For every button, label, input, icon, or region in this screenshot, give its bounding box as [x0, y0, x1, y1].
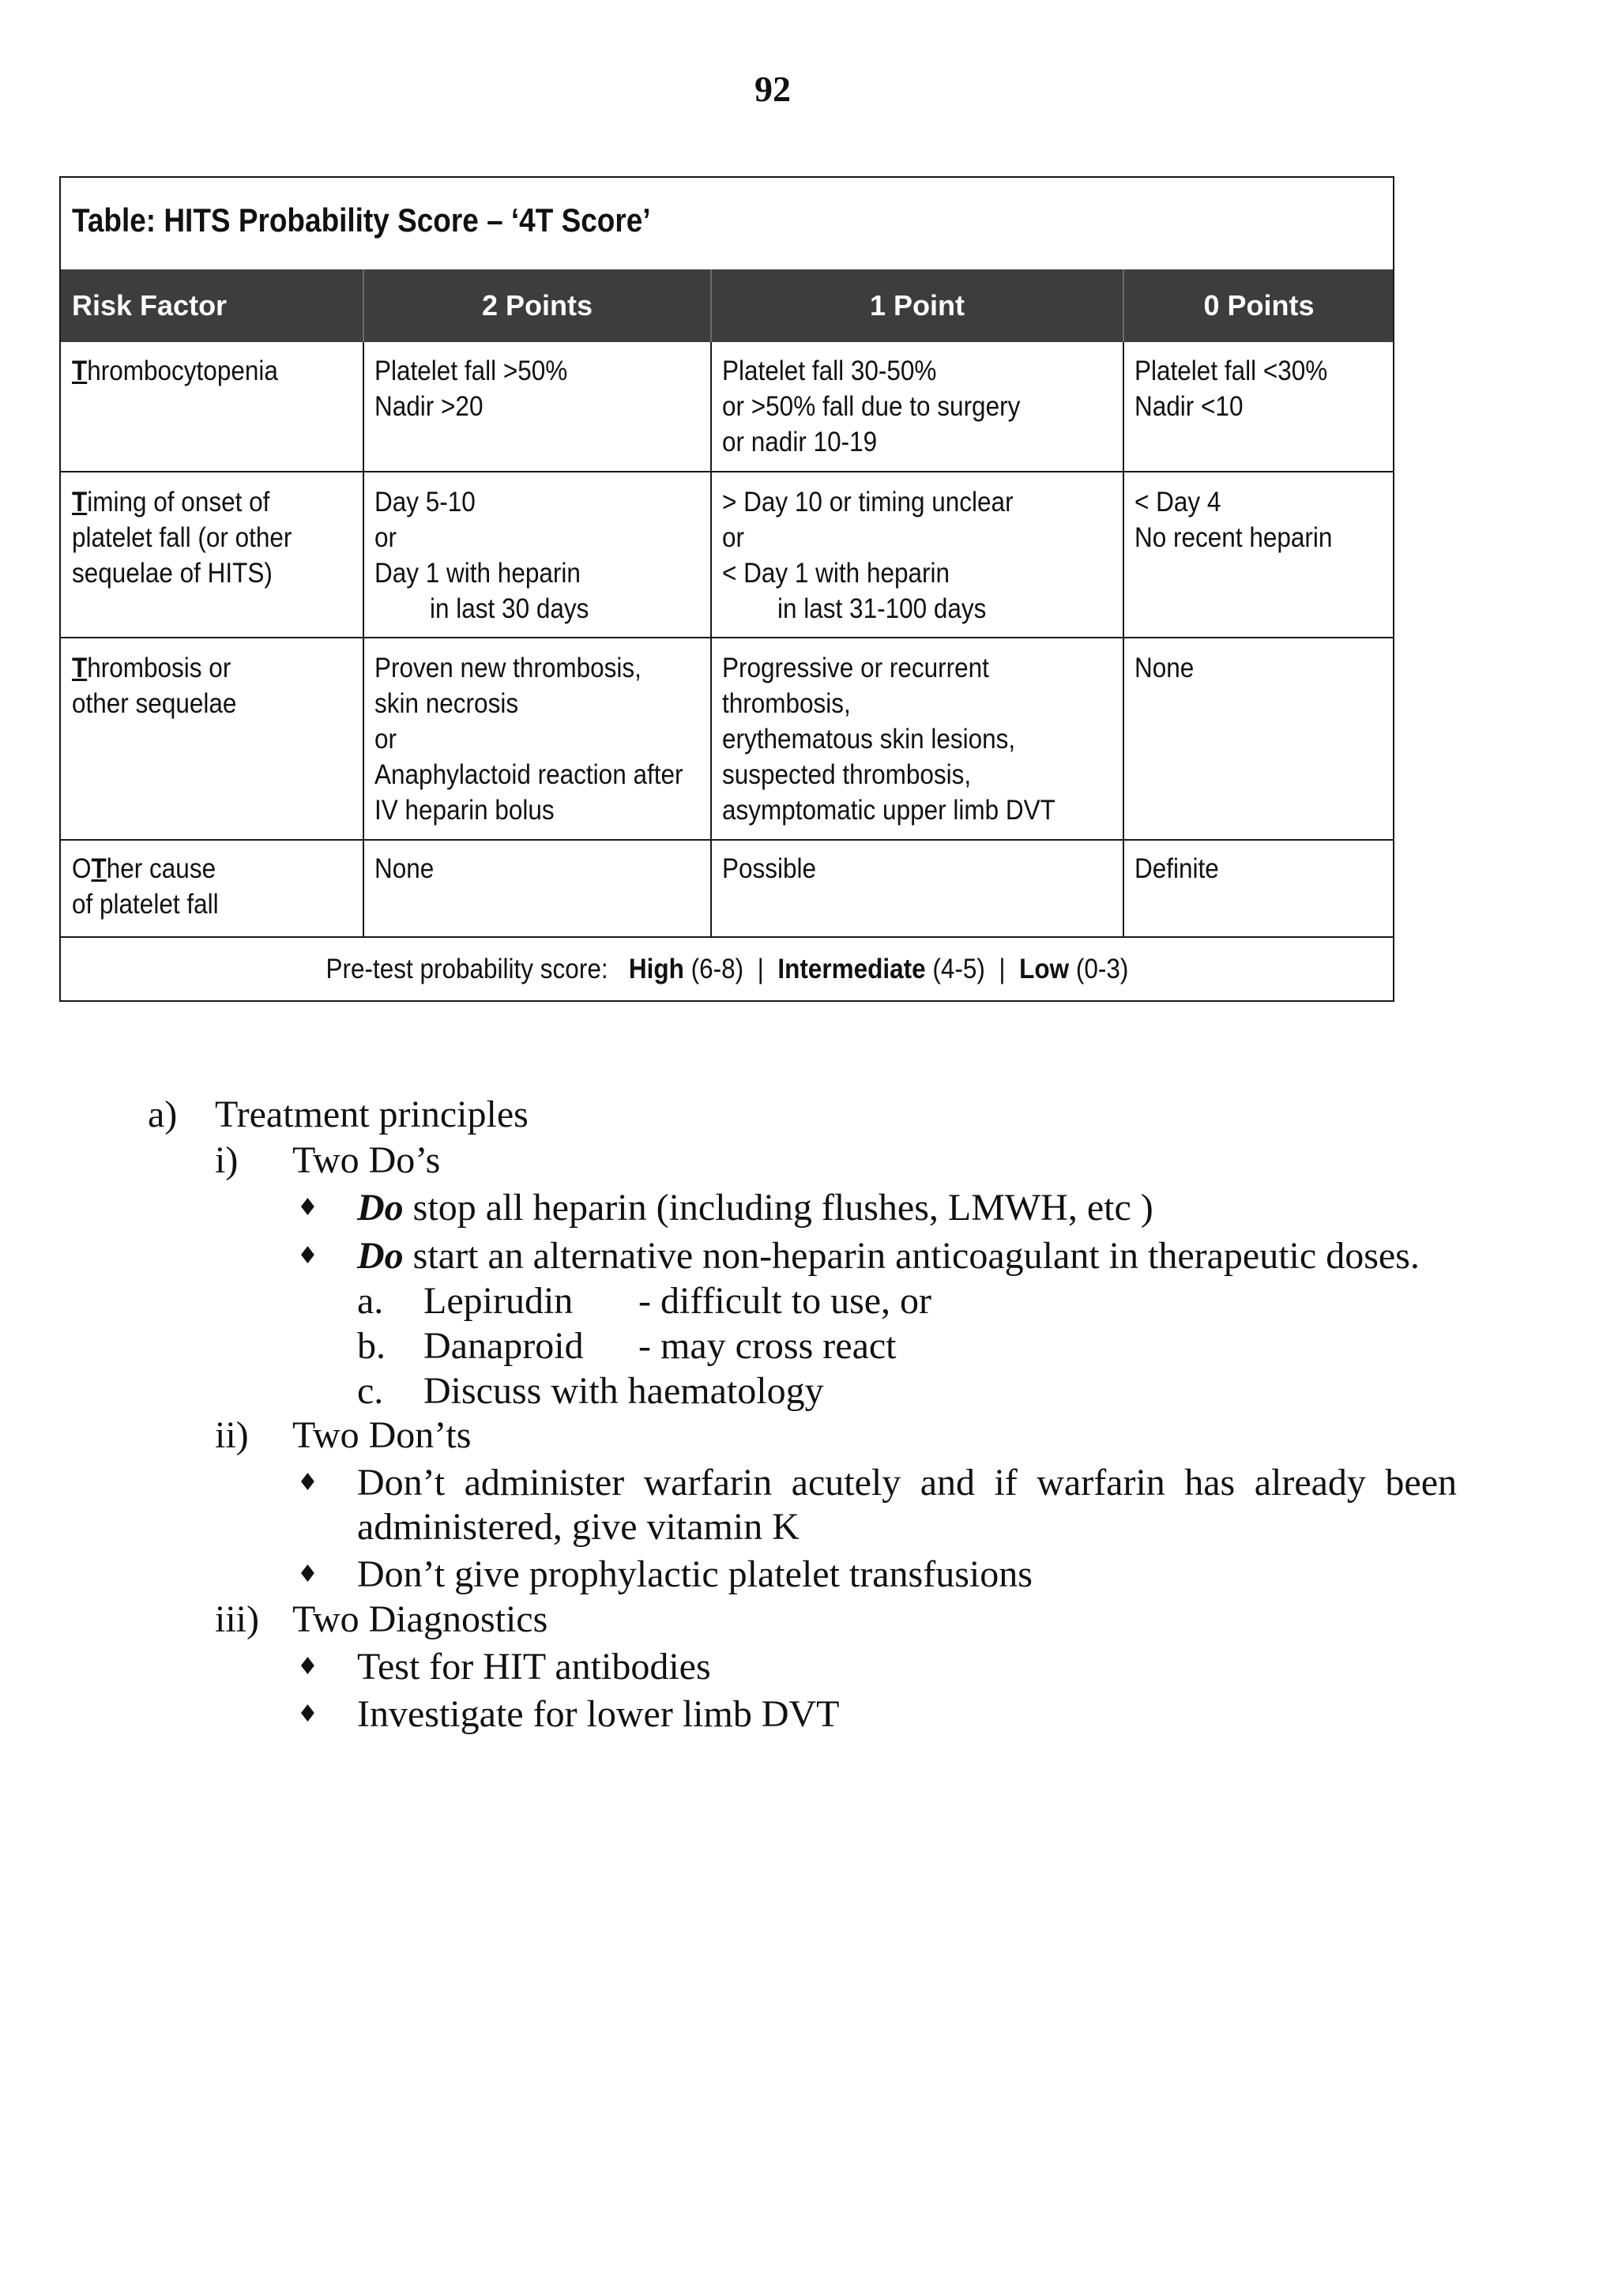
thrombosis-0-points: None [1134, 653, 1195, 683]
risk-factor-timing: Timing of onset of platelet fall (or other sequelae of HITS) [72, 487, 292, 589]
timing-1-point: > Day 10 or timing unclear or < Day 1 with heparin in last 31-100 days [722, 487, 1014, 624]
risk-factor-thrombosis: Thrombosis or other sequelae [72, 653, 237, 719]
list-item: Investigate for lower limb DVT [357, 1693, 840, 1735]
list-item: Don’t administer warfarin acutely and if warfarin has already been [357, 1462, 1457, 1504]
diamond-bullet-icon: ♦ [297, 1194, 318, 1221]
divider [710, 269, 712, 342]
list-item-note: - may cross react [638, 1325, 897, 1367]
header-risk-factor: Risk Factor [72, 289, 228, 322]
score-high-range: (6-8) [690, 954, 743, 984]
diamond-bullet-icon: ♦ [297, 1653, 318, 1681]
score-intermediate-label: Intermediate [777, 954, 926, 984]
score-intermediate-range: (4-5) [931, 954, 985, 984]
page-number: 92 [754, 69, 791, 109]
other-cause-0-points: Definite [1134, 853, 1219, 884]
section-title: Two Diagnostics [292, 1598, 548, 1640]
table-title: Table: HITS Probability Score – ‘4T Score’ [72, 201, 651, 239]
list-item: Test for HIT antibodies [357, 1646, 711, 1688]
separator: | [757, 954, 764, 984]
risk-factor-other-cause: OTher cause of platelet fall [72, 853, 219, 920]
list-marker: c. [357, 1370, 384, 1412]
list-item: Do stop all heparin (including flushes, LMWH, etc ) [357, 1187, 1153, 1229]
score-low-label: Low [1018, 954, 1069, 984]
list-marker: iii) [215, 1598, 259, 1640]
list-marker: a) [148, 1093, 178, 1135]
diamond-bullet-icon: ♦ [297, 1700, 318, 1728]
list-marker: ii) [215, 1414, 249, 1456]
hits-4t-score-table [59, 176, 1394, 1002]
header-0-points: 0 Points [1203, 289, 1315, 322]
list-marker: b. [357, 1325, 386, 1367]
list-item: Discuss with haematology [423, 1370, 824, 1412]
thrombocytopenia-0-points: Platelet fall <30% Nadir <10 [1134, 356, 1328, 422]
treatment-heading: Treatment principles [215, 1093, 529, 1135]
list-marker: a. [357, 1280, 384, 1322]
divider [363, 269, 364, 342]
list-item: Lepirudin [423, 1280, 574, 1322]
other-cause-2-points: None [374, 853, 435, 884]
list-item: Do start an alternative non-heparin anticoagulant in therapeutic doses. [357, 1235, 1420, 1277]
other-cause-1-point: Possible [722, 853, 817, 884]
score-high-label: High [628, 954, 684, 984]
section-title: Two Don’ts [292, 1414, 472, 1456]
diamond-bullet-icon: ♦ [297, 1469, 318, 1496]
thrombosis-2-points: Proven new thrombosis, skin necrosis or Anaphylactoid reaction after IV heparin bolus [374, 653, 683, 826]
thrombocytopenia-2-points: Platelet fall >50% Nadir >20 [374, 356, 568, 422]
divider [1123, 342, 1124, 938]
list-item-continuation: administered, give vitamin K [357, 1506, 800, 1548]
header-1-point: 1 Point [869, 289, 965, 322]
section-title: Two Do’s [292, 1139, 441, 1181]
list-marker: i) [215, 1139, 239, 1181]
divider [1123, 269, 1124, 342]
divider [61, 637, 1393, 638]
list-item: Danaproid [423, 1325, 584, 1367]
divider [61, 471, 1393, 472]
list-item: Don’t give prophylactic platelet transfusions [357, 1553, 1033, 1595]
thrombocytopenia-1-point: Platelet fall 30-50% or >50% fall due to surgery or nadir 10-19 [722, 356, 1021, 457]
risk-factor-thrombocytopenia: Thrombocytopenia [72, 356, 278, 386]
pretest-probability-row [61, 938, 1393, 1001]
score-low-range: (0-3) [1075, 954, 1128, 984]
thrombosis-1-point: Progressive or recurrent thrombosis, erythematous skin lesions, suspected thrombosis, asymptomatic upper limb DVT [722, 653, 1055, 826]
table-header-row [61, 269, 1393, 342]
timing-0-points: < Day 4 No recent heparin [1134, 487, 1333, 553]
divider [710, 342, 712, 938]
pretest-label: Pre-test probability score: [325, 954, 608, 984]
diamond-bullet-icon: ♦ [297, 1560, 318, 1588]
list-item-note: - difficult to use, or [638, 1280, 932, 1322]
separator: | [999, 954, 1006, 984]
timing-2-points: Day 5-10 or Day 1 with heparin in last 30 days [374, 487, 589, 624]
divider [363, 342, 364, 938]
header-2-points: 2 Points [481, 289, 593, 322]
diamond-bullet-icon: ♦ [297, 1242, 318, 1270]
divider [61, 839, 1393, 841]
